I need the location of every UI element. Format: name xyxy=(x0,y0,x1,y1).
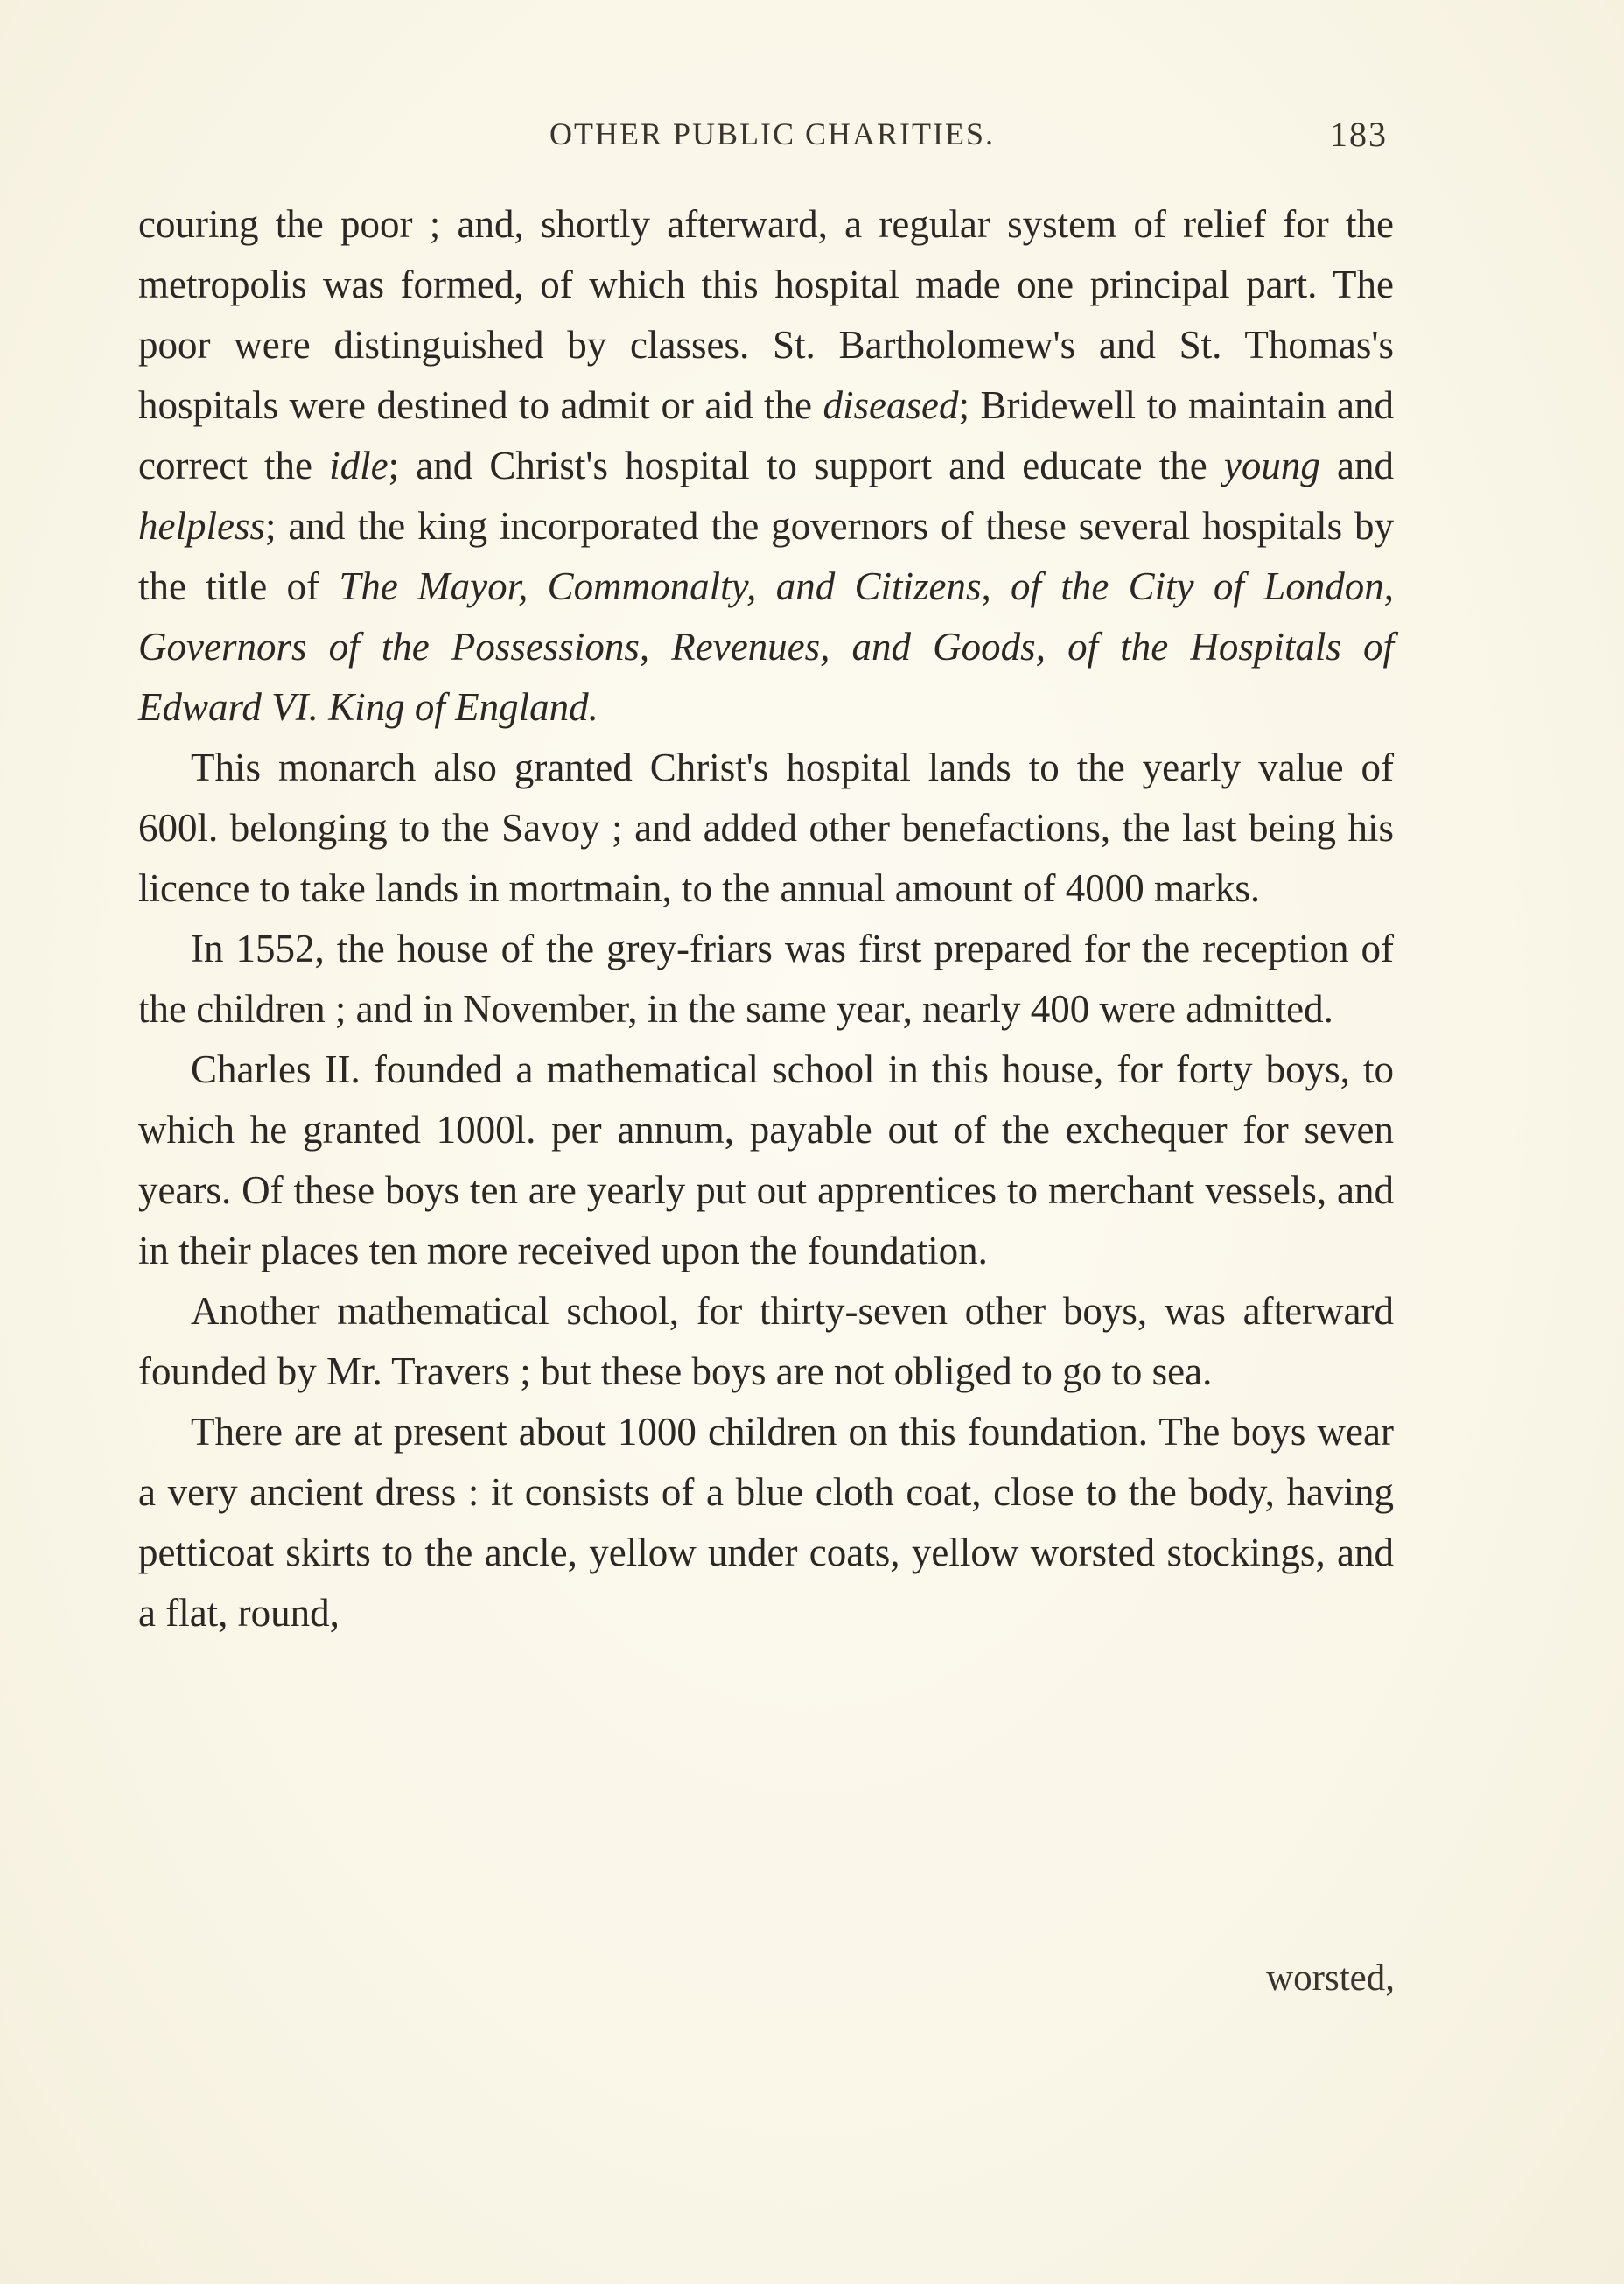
catchword: worsted, xyxy=(1266,1958,1395,1999)
text-run: ; and the king incorporated the governors of these several hospitals by the title of xyxy=(138,504,1394,608)
paragraph-p5 xyxy=(138,1281,1394,1402)
text-run: Charles II. founded a mathematical school in this house, for forty boys, to which he granted 1000l. per annum, payable out of the exchequer for seven years. Of these boys ten are yearly put out apprentices to merchant vessels, and in their places ten more received upon the foundation. xyxy=(138,1047,1394,1272)
paragraph-p2 xyxy=(138,738,1394,919)
italic-run: diseased xyxy=(822,383,959,427)
page-number: 183 xyxy=(1330,115,1388,154)
paragraph-p3 xyxy=(138,919,1394,1040)
italic-run: idle xyxy=(329,444,388,487)
paragraph-p6 xyxy=(138,1402,1394,1643)
text-run: In 1552, the house of the grey-friars was first prepared for the reception of the children ; and in November, in the same year, nearly 400 were admitted. xyxy=(138,927,1394,1031)
paragraph-p1 xyxy=(138,194,1394,738)
italic-run: helpless xyxy=(138,504,265,548)
paragraph-p4 xyxy=(138,1040,1394,1281)
text-run: and xyxy=(1320,444,1394,487)
text-run: This monarch also granted Christ's hospital lands to the yearly value of 600l. belonging to the Savoy ; and added other benefactions, the last being his licence to take lands in mortmain, to the annual amount of 4000 marks. xyxy=(138,746,1394,910)
italic-run: The Mayor, Commonalty, and Citizens, of the City of London, Governors of the Possessions, Revenues, and Goods, of the Hospitals of Edward VI. King of England. xyxy=(138,564,1394,729)
text-run: Another mathematical school, for thirty-seven other boys, was afterward founded by Mr. Travers ; but these boys are not obliged to go to sea. xyxy=(138,1289,1394,1393)
text-run: ; and Christ's hospital to support and educate the xyxy=(388,444,1224,487)
text-run: There are at present about 1000 children on this foundation. The boys wear a very ancient dress : it consists of a blue cloth coat, close to the body, having petticoat skirts to the ancle, yellow under coats, yellow worsted stockings, and a flat, round, xyxy=(138,1410,1394,1635)
text-run: ; Bridewell to maintain and correct the xyxy=(138,383,1394,487)
running-title: OTHER PUBLIC CHARITIES. xyxy=(550,116,996,151)
text-run: couring the poor ; and, shortly afterward, a regular system of relief for the metropolis was formed, of which this hospital made one principal part. The poor were distinguished by classes. St. Bartholomew's and St. Thomas's hospitals were destined to admit or aid the xyxy=(138,202,1394,427)
body-text xyxy=(138,194,1394,1643)
italic-run: young xyxy=(1223,444,1320,487)
